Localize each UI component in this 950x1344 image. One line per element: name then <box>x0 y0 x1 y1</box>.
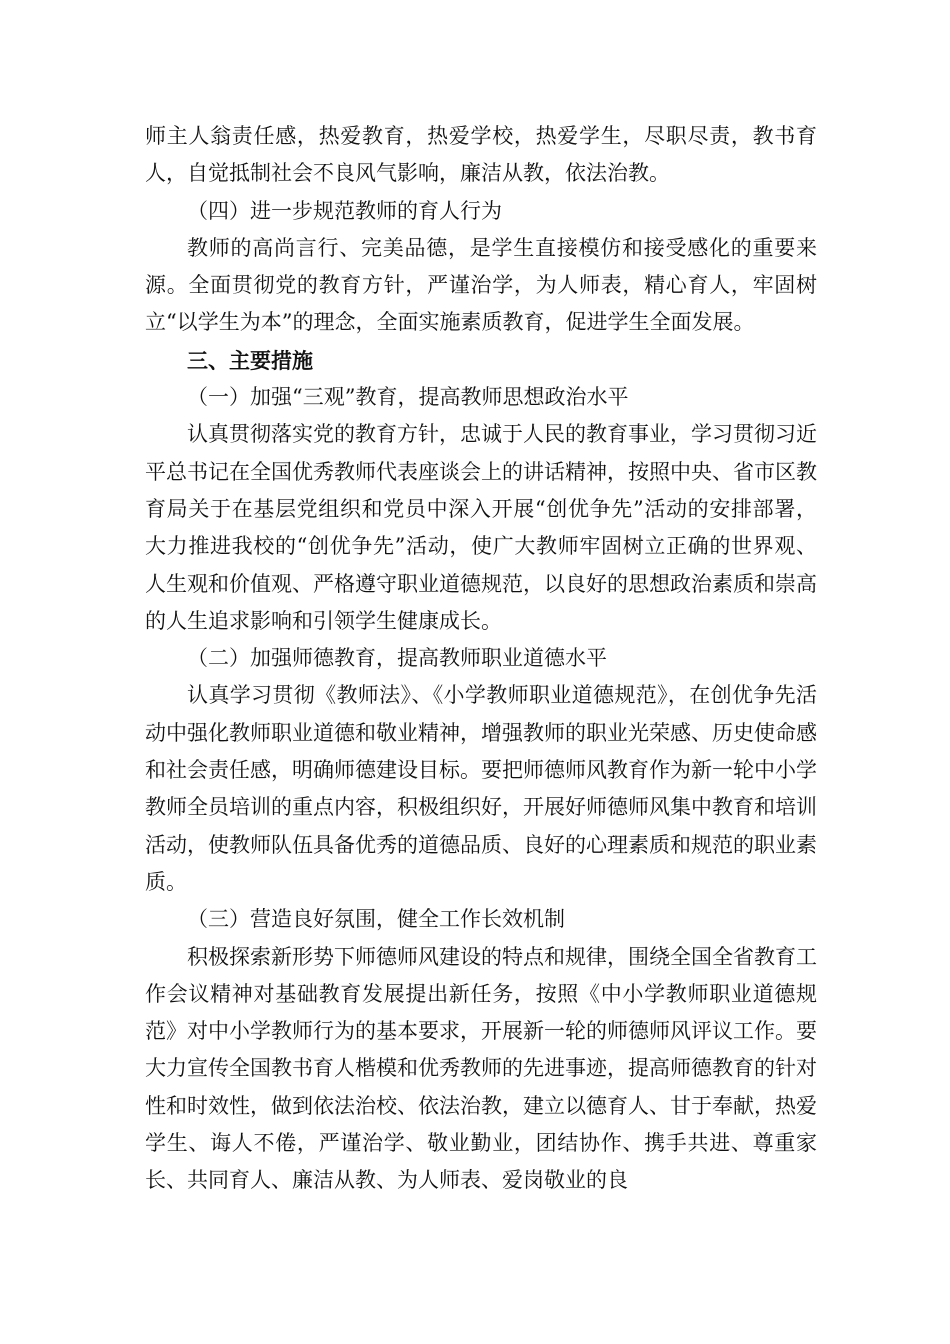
paragraph-teacher-conduct: 教师的高尚言行、完美品德，是学生直接模仿和接受感化的重要来源。全面贯彻党的教育方针，严谨治学，为人师表，精心育人，牢固树立“以学生为本”的理念，全面实施素质教育，促进学生全面发展。 <box>145 235 817 335</box>
section-subheading-1: （一）加强“三观”教育，提高教师思想政治水平 <box>187 385 629 410</box>
paragraph-political-education: 认真贯彻落实党的教育方针，忠诚于人民的教育事业，学习贯彻习近平总书记在全国优秀教师代表座谈会上的讲话精神，按照中央、省市区教育局关于在基层党组织和党员中深入开展“创优争先”活动的安排部署，大力推进我校的“创优争先”活动，使广大教师牢固树立正确的世界观、人生观和价值观、严格遵守职业道德规范，以良好的思想政治素质和崇高的人生追求影响和引领学生健康成长。 <box>145 422 817 633</box>
paragraph-ethics-education: 认真学习贯彻《教师法》、《小学教师职业道德规范》，在创优争先活动中强化教师职业道德和敬业精神，增强教师的职业光荣感、历史使命感和社会责任感，明确师德建设目标。要把师德师风教育作为新一轮中小学教师全员培训的重点内容，积极组织好，开展好师德师风集中教育和培训活动，使教师队伍具备优秀的道德品质、良好的心理素质和规范的职业素质。 <box>145 683 817 894</box>
section-subheading-2: （二）加强师德教育，提高教师职业道德水平 <box>187 646 607 671</box>
section-subheading-3: （三）营造良好氛围，健全工作长效机制 <box>187 907 565 932</box>
document-page <box>145 118 817 1200</box>
section-subheading-4: （四）进一步规范教师的育人行为 <box>187 198 502 223</box>
paragraph-continuation: 师主人翁责任感，热爱教育，热爱学校，热爱学生，尽职尽责，教书育人，自觉抵制社会不良风气影响，廉洁从教，依法治教。 <box>145 124 817 186</box>
section-heading-main-measures: 三、主要措施 <box>187 347 313 373</box>
paragraph-long-term-mechanism: 积极探索新形势下师德师风建设的特点和规律，围绕全国全省教育工作会议精神对基础教育发展提出新任务，按照《中小学教师职业道德规范》对中小学教师行为的基本要求，开展新一轮的师德师风评议工作。要大力宣传全国教书育人楷模和优秀教师的先进事迹，提高师德教育的针对性和时效性，做到依法治校、依法治教，建立以德育人、甘于奉献，热爱学生、诲人不倦，严谨治学、敬业勤业，团结协作、携手共进、尊重家长、共同育人、廉洁从教、为人师表、爱岗敬业的良 <box>145 944 817 1193</box>
